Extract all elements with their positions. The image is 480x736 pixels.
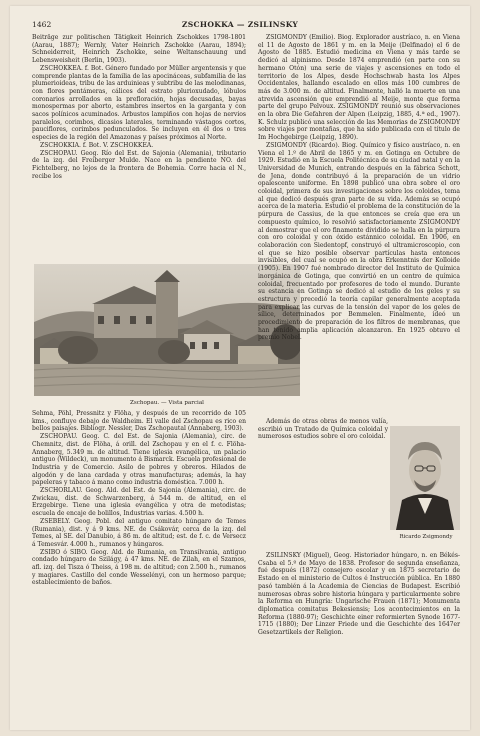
- entry-zschorlau: ZSCHORLAU. Geog. Ald. del Est. de Sajonia (Alemania), circ. de Zwickau, dist. de Schwarzenberg, á 544 m. de altitud, en el Erzgebirge. Tiene una iglesia evangélica y otra de metodistas; escuela de encaje de bolillos, Industrias varias. 4.500 h.: [32, 487, 246, 518]
- portrait-photo: [390, 426, 460, 530]
- page-header: [32, 20, 448, 32]
- photo-caption: Zschopau. — Vista parcial: [130, 400, 204, 406]
- right-column-top: [258, 34, 460, 342]
- paragraph: Beiträge zur politischen Tätigkeit Heinrich Zschokkes 1798-1801 (Aarau, 1887); Wernly, Vater Heinrich Zschokke (Aarau, 1894); Schneiderreit, Heinrich Zschokke, seine Weltanschauung und Lebensweisheit (Berlin, 1903).: [32, 34, 246, 65]
- entry-zschokkea: ZSCHOKKEA. f. Bot. Género fundado por Müller argentensis y que comprende plantas de la familia de las apocináceas, subfamilia de las plumerioideas, tribu de las arduinieas y subtribu de las melodinanas, con flores pentámeras, cálices del estrato plurioxudado, lóbulos coronarios arrollados en la prefloración, hojas decusadas, bayas monospermas por aborto, estambres insertos en la garganta y con sacos polínicos acuminados. Arbustos lampiños con hojas de nervios paralelos, corimbos, dicasios laterales, terminando vástagos cortos, pauciflores, corimbos pedunculados. Se incluyen en él dos o tres especies de la región del Amazonas y países próximos al Norte.: [32, 64, 246, 142]
- page: [10, 6, 470, 730]
- entry-zsibo: ZSIBO ó SIBO. Geog. Ald. de Rumania, en Transilvania, antiguo condado húngaro de Szilágy, á 47 kms. NE. de Zilah, en el Szamos, afl. izq. del Tisza ó Theiss, á 198 m. de altitud; con 2.500 h., rumanos y magiares. Castillo del conde Wesselényi, con un hermoso parque; establecimiento de baños.: [32, 548, 246, 587]
- paragraph: Además de otras obras de menos valía, escribió un Tratado de Química coloidal y numerosos estudios sobre el oro coloidal.: [258, 418, 388, 441]
- entry-zschopau-city: ZSCHOPAU. Geog. C. del Est. de Sajonia (Alemania), circ. de Chemnitz, dist. de Flöha, á orill. del Zschopau y en el f. c. Flöha-Annaberg, 5.349 m. de altitud. Tiene iglesia evangélica, un palacio antiguo (Wildeck), un monumento á Bismarck. Escuela profesional de Industria y de Comercio. Asilo de pobres y obreros. Hilados de algodón y de lana cardada y otras manufacturas; además, la hay papeleras y tabaco á mano como industria doméstica. 7.000 h.: [32, 433, 246, 487]
- running-title: ZSCHOKKA — ZSILINSKY: [181, 20, 299, 29]
- page-number: 1462: [32, 20, 52, 29]
- entry-zsigmondy-emilio: ZSIGMONDY (Emilio). Biog. Explorador austríaco, n. en Viena el 11 de Agosto de 1861 y m. en la Meije (Delfinado) el 6 de Agosto de 1885. Estudió medicina en Viena y más tarde se dedicó al alpinismo. Desde 1874 emprendió (en parte con su hermano Otón) una serie de viajes y ascensiones en todo el territorio de los Alpes, desde Hochschwab hasta los Alpes Occidentales, hallando escalado en ellos más 100 cumbres de más de 3.000 m. de altitud. Finalmente, halló la muerte en una atrevida ascensión que emprendió al Meije, monte que forma parte del grupo Pelvoux. ZSIGMONDY reunió sus observaciones en la obra Die Gefahren der Alpen (Leipzig, 1885, 4.ª ed., 1907). K. Schulz publicó una selección de las Memorias de ZSIGMONDY sobre viajes por montañas, que ha sido publicada con el título de Im Hochgebirge (Leipzig, 1890).: [258, 34, 460, 142]
- entry-zschopau-river: ZSCHOPAU. Geog. Río del Est. de Sajonia (Alemania), tributario de la izq. del Freiberger Mulde. Nace en la pendiente NO. del Fichtelberg, no lejos de la frontera de Bohemia. Corre hacia el N., recibe los: [32, 149, 246, 180]
- left-column-top: [32, 34, 246, 180]
- entry-zsilinsky: ZSILINSKY (Miguel), Geog. Historiador húngaro, n. en Békés-Csaba el 5.º de Mayo de 1838. Profesor de segunda enseñanza, fué después (1872) consejero escolar y en 1875 secretario de Estado en el ministerio de Cultos é Instrucción pública. En 1880 pasó también á la Academia de Ciencias de Budapest. Escribió numerosas obras sobre historia húngara y particularmente sobre la Reforma en Hungría: Ungarische Frauen (1871); Monumenta diplomatica comitatus Bekesiensis; Los acontecimientos en la Reforma (1880-97); Geschichte einer reformierten Synode 1677-1715 (1880); Der Linzer Friede und die Geschichte des 1647er Gesetzartikels der Religion.: [258, 552, 460, 637]
- entry-zschokkia: ZSCHOKKIA. f. Bot. V. ZSCHOKKEA.: [40, 141, 154, 149]
- portrait-illustration: [390, 426, 460, 530]
- right-column-middle: [258, 418, 388, 441]
- entry-zsigmondy-ricardo: ZSIGMONDY (Ricardo). Biog. Químico y físico austríaco, n. en Viena el 1.º de Abril de 1865 y m. en Gotinga en Octubre de 1929. Estudió en la Escuela Politécnica de su ciudad natal y en la Universidad de Munich, entrando después en la fábrica Schott, de Jena, donde contribuyó á la preparación de un vidrio opalescente uniforme. En 1898 publicó una obra sobre el oro coloidal, primera de sus investigaciones sobre los coloides, tema al que dedicó después gran parte de su vida. Además se ocupó acerca de la materia. Estudió el problema de la constitución de la púrpura de Cassius, de la que entonces se creía que era un compuesto químico, lo resolvió satisfactoriamente ZSIGMONDY al demostrar que el oro finamente dividido se halla en la púrpura con oro coloidal y con óxido estánnico coloidal. En 1906, en colaboración con Siedentopf, construyó el ultramicroscopio, con el que se hizo posible observar partículas hasta entonces invisibles, del cual se ocupó en la obra Erkenntnis der Kolloide (1905). En 1907 fué nombrado director del Instituto de Química inorgánica de Gotinga, que convirtió en un centro de química coloidal, frecuentado por profesores de todo el mundo. Durante su estancia en Gotinga se dedicó al estudio de los geles y su estructura y precedió la teoría capilar generalmente aceptada para explicar las curvas de la tensión del vapor de los geles de sílice, determinados por Bemmelen. Finalmente, ideó un procedimiento de preparación de los filtros de membranas, que han tenido amplia aplicación alcanzaron. En 1925 obtuvo el premio Nobel.: [258, 141, 460, 342]
- paragraph: Sehma, Pöhl, Pressnitz y Flöha, y después de un recorrido de 105 kms., confluye debajo de Waldheim. El valle del Zschopau es rico en bellos paisajes. Bibliogr. Nessler, Das Zschopautal (Annaberg, 1903).: [32, 410, 246, 433]
- portrait-caption: Ricardo Zsigmondy: [399, 534, 453, 540]
- left-column-bottom: [32, 410, 246, 587]
- entry-zsebely: ZSEBELY. Geog. Pobl. del antiguo comitato húngaro de Temes (Rumania), dist. y á 9 kms. NE. de Csákovár, cerca de la izq. del Temes, al SE. del Danubio, á 86 m. de altitud; est. de f. c. de Versecz á Temesvár. 4.000 h., rumanos y húngaros.: [32, 517, 246, 548]
- right-column-bottom: [258, 552, 460, 637]
